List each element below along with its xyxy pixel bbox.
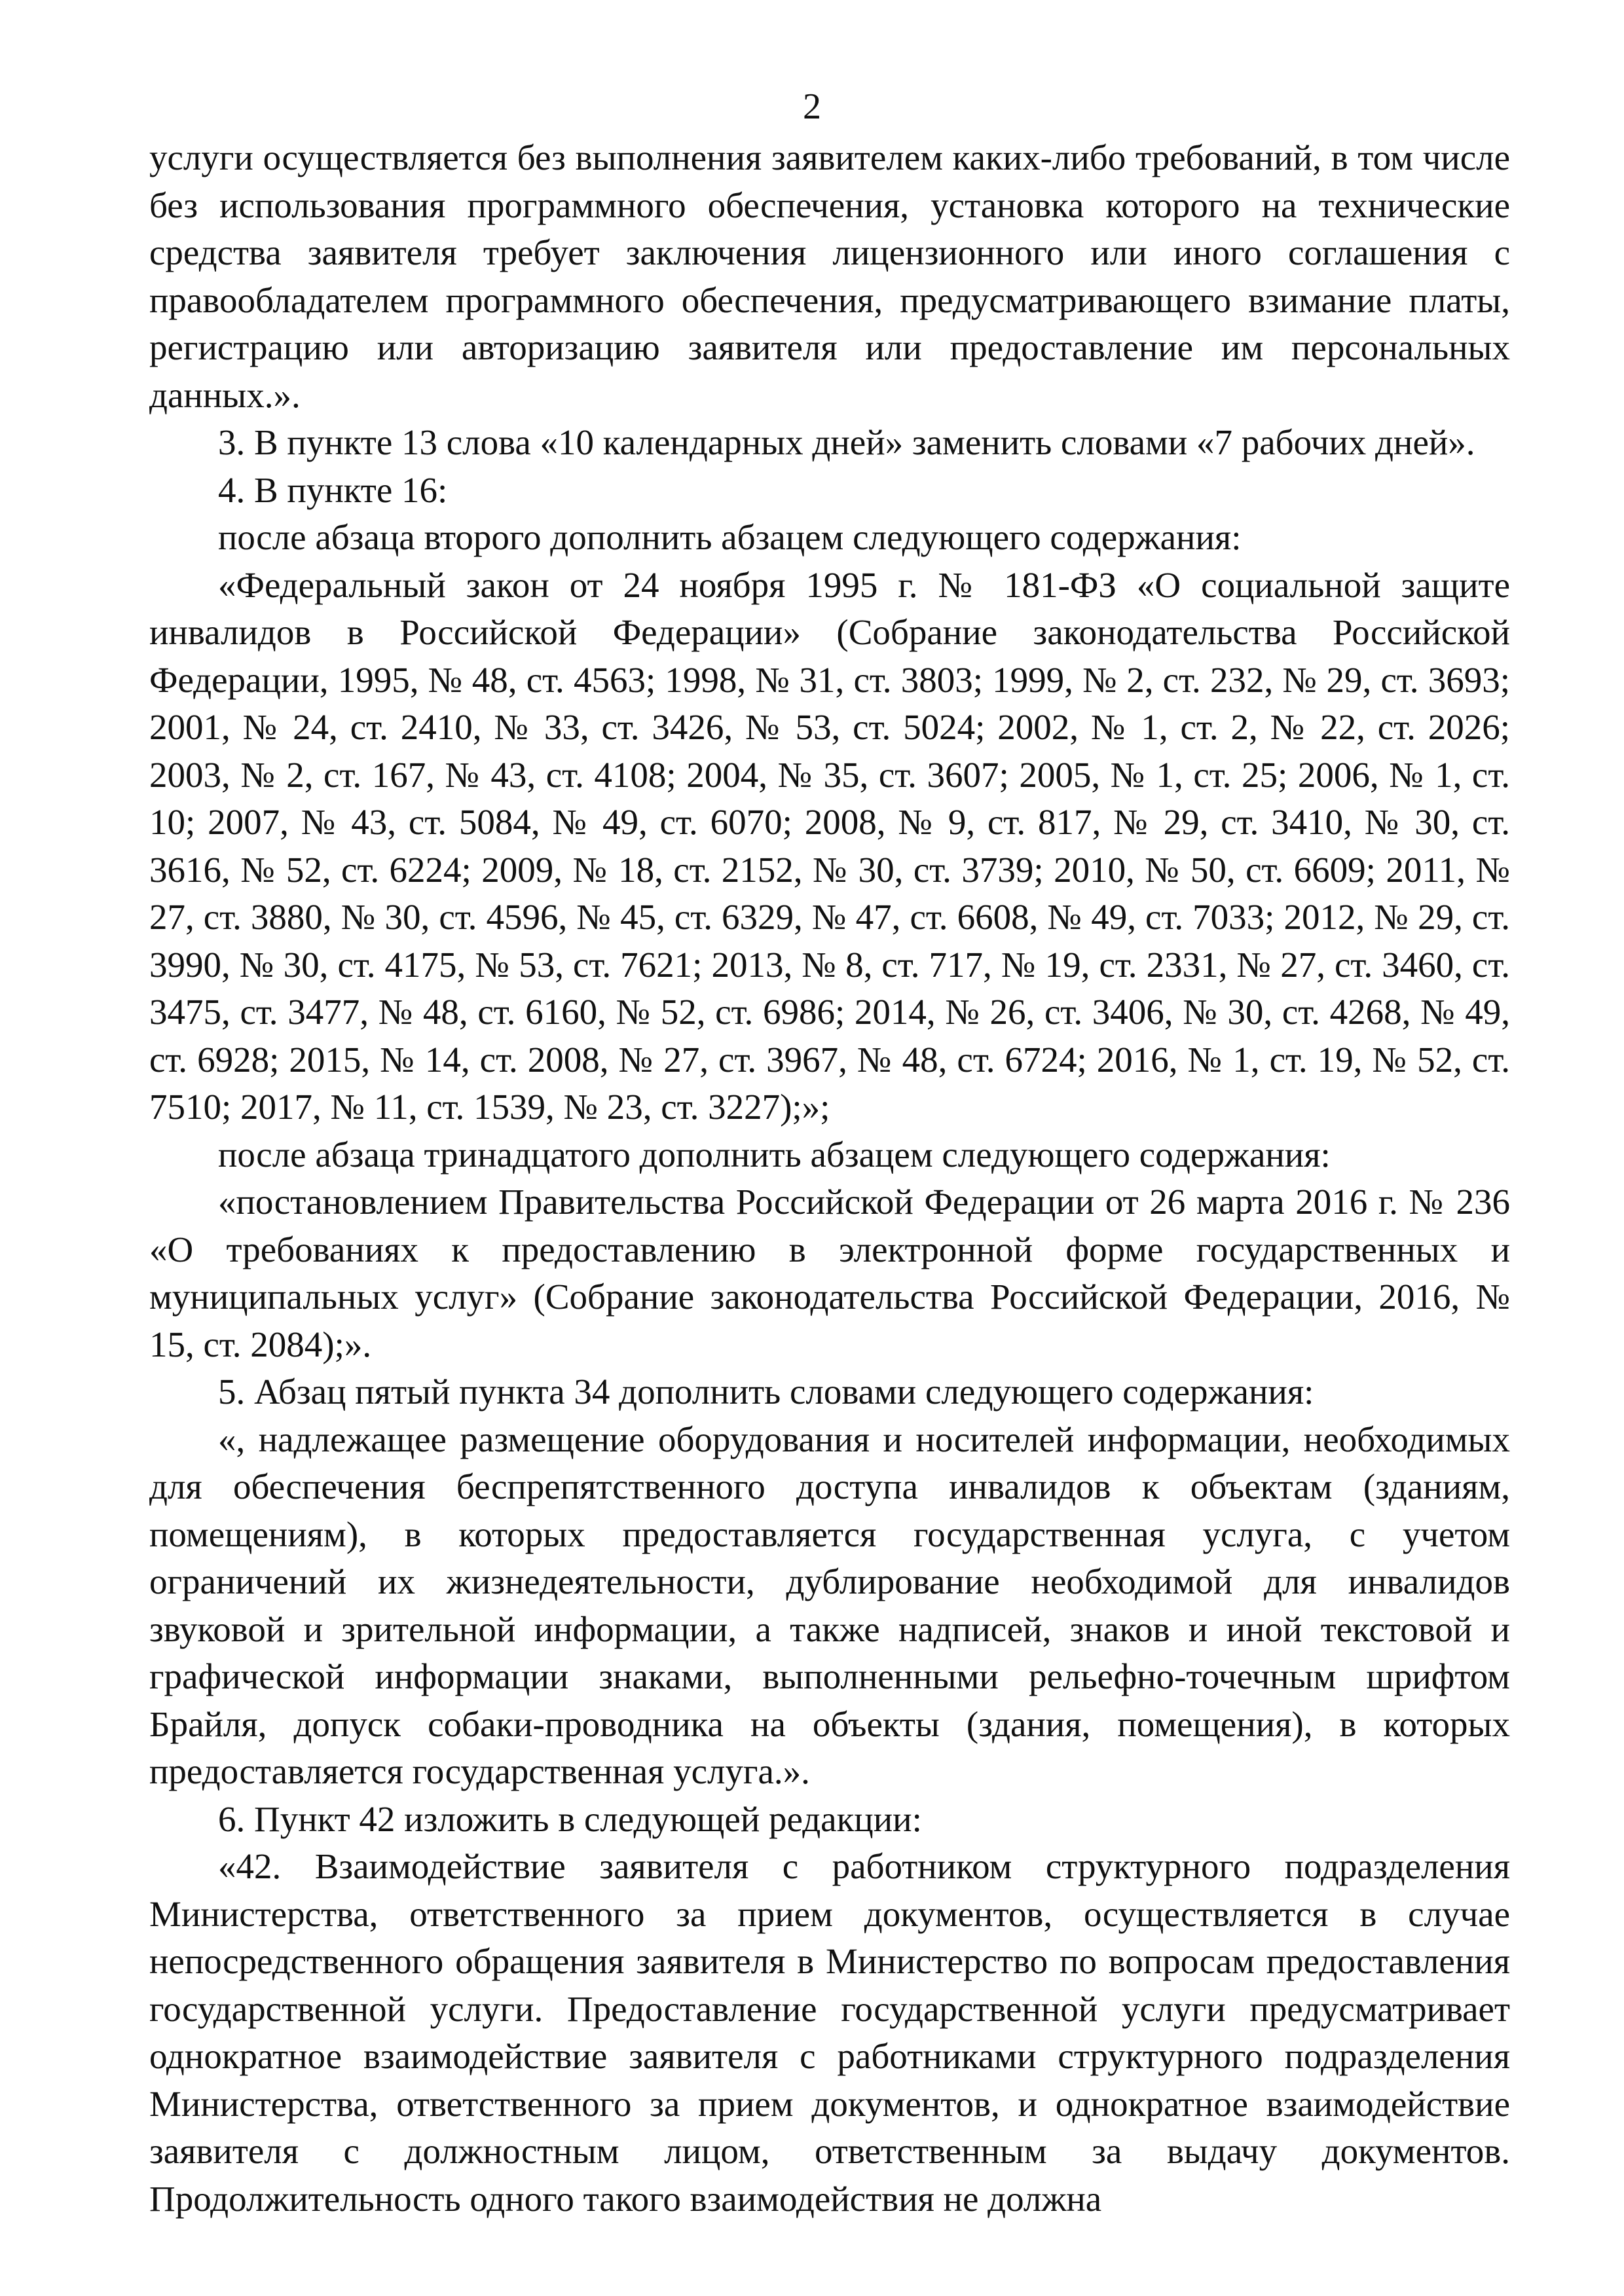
paragraph: «постановлением Правительства Российской Федерации от 26 марта 2016 г. № 236 «О требованиях к предоставлению в электронной форме государственных и муниципальных услуг» (Собрание законодательства Российской Федерации, 2016, № 15, ст. 2084);». — [149, 1182, 1510, 1364]
paragraph: 5. Абзац пятый пункта 34 дополнить словами следующего содержания: — [218, 1372, 1314, 1412]
paragraph: после абзаца тринадцатого дополнить абзацем следующего содержания: — [218, 1134, 1331, 1175]
paragraph: 3. В пункте 13 слова «10 календарных дней» заменить словами «7 рабочих дней». — [218, 422, 1475, 462]
paragraph: «, надлежащее размещение оборудования и носителей информации, необходимых для обеспечения беспрепятственного доступа инвалидов к объектам (зданиям, помещениям), в которых предоставляется государственная услуга, с учетом ограничений их жизнедеятельности, дублирование необходимой для инвалидов звуковой и зрительной информации, а также надписей, знаков и иной текстовой и графической информации знаками, выполненными рельефно-точечным шрифтом Брайля, допуск собаки-проводника на объекты (здания, помещения), в которых предоставляется государственная услуга.». — [149, 1419, 1510, 1791]
paragraph: 6. Пункт 42 изложить в следующей редакции: — [218, 1798, 922, 1839]
paragraph: 4. В пункте 16: — [218, 469, 448, 510]
document-body — [149, 134, 1510, 2223]
paragraph: «42. Взаимодействие заявителя с работником структурного подразделения Министерства, ответственного за прием документов, осуществляется в случае непосредственного обращения заявителя в Министерство по вопросам предоставления государственной услуги. Предоставление государственной услуги предусматривает однократное взаимодействие заявителя с работниками структурного подразделения Министерства, ответственного за прием документов, и однократное взаимодействие заявителя с должностным лицом, ответственным за выдачу документов. Продолжительность одного такого взаимодействия не должна — [149, 1846, 1510, 2219]
paragraph: после абзаца второго дополнить абзацем следующего содержания: — [218, 517, 1242, 557]
paragraph: услуги осуществляется без выполнения заявителем каких-либо требований, в том числе без использования программного обеспечения, установка которого на технические средства заявителя требует заключения лицензионного или иного соглашения с правообладателем программного обеспечения, предусматривающего взимание платы, регистрацию или авторизацию заявителя или предоставление им персональных данных.». — [149, 137, 1510, 415]
page-number: 2 — [803, 86, 821, 127]
paragraph: «Федеральный закон от 24 ноября 1995 г. № 181-ФЗ «О социальной защите инвалидов в Российской Федерации» (Собрание законодательства Российской Федерации, 1995, № 48, ст. 4563; 1998, № 31, ст. 3803; 1999, № 2, ст. 232, № 29, ст. 3693; 2001, № 24, ст. 2410, № 33, ст. 3426, № 53, ст. 5024; 2002, № 1, ст. 2, № 22, ст. 2026; 2003, № 2, ст. 167, № 43, ст. 4108; 2004, № 35, ст. 3607; 2005, № 1, ст. 25; 2006, № 1, ст. 10; 2007, № 43, ст. 5084, № 49, ст. 6070; 2008, № 9, ст. 817, № 29, ст. 3410, № 30, ст. 3616, № 52, ст. 6224; 2009, № 18, ст. 2152, № 30, ст. 3739; 2010, № 50, ст. 6609; 2011, № 27, ст. 3880, № 30, ст. 4596, № 45, ст. 6329, № 47, ст. 6608, № 49, ст. 7033; 2012, № 29, ст. 3990, № 30, ст. 4175, № 53, ст. 7621; 2013, № 8, ст. 717, № 19, ст. 2331, № 27, ст. 3460, ст. 3475, ст. 3477, № 48, ст. 6160, № 52, ст. 6986; 2014, № 26, ст. 3406, № 30, ст. 4268, № 49, ст. 6928; 2015, № 14, ст. 2008, № 27, ст. 3967, № 48, ст. 6724; 2016, № 1, ст. 19, № 52, ст. 7510; 2017, № 11, ст. 1539, № 23, ст. 3227);»; — [149, 564, 1510, 1127]
